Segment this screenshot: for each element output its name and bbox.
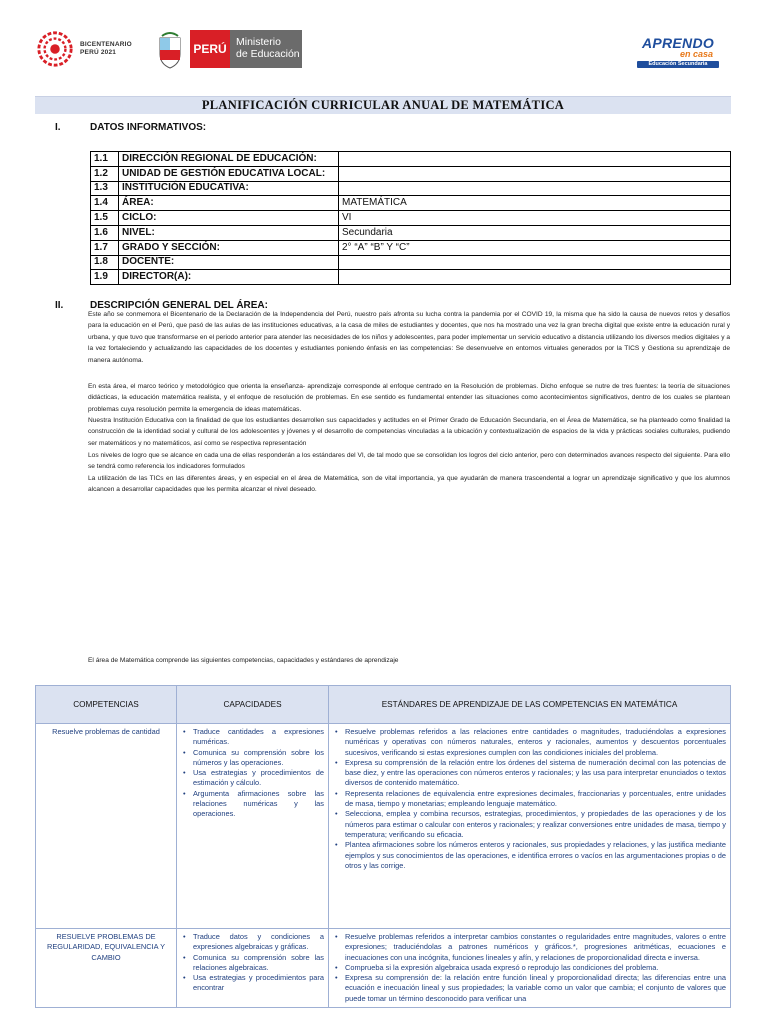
ministerio-line1: Ministerio xyxy=(236,36,281,48)
datos-label: ÁREA: xyxy=(119,196,339,211)
section-number: I. xyxy=(55,122,61,133)
description-paragraph: Este año se conmemora el Bicentenario de la Declaración de la Independencia del Perú, nuestro país afronta su lucha contra la pandemia por el COVID 19, la misma que ha sido la causa de nuevos retos y desafíos para la educación en el Perú, que pasó de las aulas de las instituciones educativas, a la casa de miles de estudiantes y docentes, que nos ha mostrado una vez la gran brecha digital que existe entre la educación rural y urbana, y que tuvo que transformarse en el periodo anterior para atender las necesidades de los niños y adolescentes, para poder implementar un servicio educativo a distancia utilizando los diversos medios digitales y a la vez fortaleciendo y actualizando las capacidades de los docentes y estudiantes poniendo énfasis en las competencias: Se desenvuelve en entornos virtuales generados por la TICS y Gestiona su aprendizaje de manera autónoma. xyxy=(88,311,730,364)
datos-row xyxy=(91,196,731,211)
aprendo-line1: APRENDO xyxy=(641,35,715,51)
table-header-row xyxy=(36,686,731,724)
datos-number: 1.9 xyxy=(91,270,119,285)
datos-row xyxy=(91,240,731,255)
aprendo-line3: Educación Secundaria xyxy=(637,61,719,68)
datos-row xyxy=(91,255,731,270)
capacidad-item: • Comunica su comprensión sobre las relaciones algebraicas. xyxy=(181,953,324,974)
datos-value xyxy=(339,270,731,285)
bicentenario-emblem-icon xyxy=(36,30,74,68)
section-datos-heading xyxy=(55,122,206,133)
estandares-cell xyxy=(329,929,731,1008)
datos-row xyxy=(91,270,731,285)
datos-value xyxy=(339,152,731,167)
bicentenario-logo xyxy=(36,30,132,68)
estandar-item: • Resuelve problemas referidos a interpretar cambios constantes o regularidades entre magnitudes, valores o entre expresiones; traduciéndolas a patrones numéricos y gráficos.*, progresiones aritméticas, ecuaciones e inecuaciones con una incógnita, funciones lineales y afín, y relaciones de proporcionalidad directa e inversa. xyxy=(333,932,726,963)
section-title: DATOS INFORMATIVOS: xyxy=(90,122,207,133)
datos-number: 1.7 xyxy=(91,240,119,255)
aprendo-en-casa-logo xyxy=(637,36,719,72)
bullet-list xyxy=(333,727,726,871)
capacidad-item: • Comunica su comprensión sobre los números y las operaciones. xyxy=(181,748,324,769)
datos-label: DIRECTOR(A): xyxy=(119,270,339,285)
datos-row xyxy=(91,225,731,240)
datos-label: DIRECCIÓN REGIONAL DE EDUCACIÓN: xyxy=(119,152,339,167)
datos-row xyxy=(91,166,731,181)
datos-number: 1.6 xyxy=(91,225,119,240)
bicentenario-line2: PERÚ 2021 xyxy=(80,49,117,56)
capacidad-item: • Argumenta afirmaciones sobre las relaciones numéricas y las operaciones. xyxy=(181,789,324,820)
datos-value xyxy=(339,255,731,270)
capacidades-cell xyxy=(177,724,329,929)
bicentenario-line1: BICENTENARIO xyxy=(80,41,132,48)
datos-label: UNIDAD DE GESTIÓN EDUCATIVA LOCAL: xyxy=(119,166,339,181)
capacidad-item: • Traduce datos y condiciones a expresiones algebraicas y gráficas. xyxy=(181,932,324,953)
competencias-table xyxy=(35,685,731,1008)
bullet-list xyxy=(181,727,324,820)
datos-label: INSTITUCIÓN EDUCATIVA: xyxy=(119,181,339,196)
datos-number: 1.2 xyxy=(91,166,119,181)
column-header: ESTÁNDARES DE APRENDIZAJE DE LAS COMPETENCIAS EN MATEMÁTICA xyxy=(329,686,731,724)
datos-value xyxy=(339,181,731,196)
capacidades-cell xyxy=(177,929,329,1008)
estandares-cell xyxy=(329,724,731,929)
datos-row xyxy=(91,181,731,196)
datos-number: 1.8 xyxy=(91,255,119,270)
bullet-list xyxy=(181,932,324,994)
estandar-item: • Representa relaciones de equivalencia entre expresiones decimales, fraccionarias y porcentuales, entre unidades de masa, tiempo y monetarias; empleando lenguaje matemático. xyxy=(333,789,726,810)
competencia-cell: Resuelve problemas de cantidad xyxy=(36,724,177,929)
datos-number: 1.1 xyxy=(91,152,119,167)
datos-row xyxy=(91,211,731,226)
description-paragraph: En esta área, el marco teórico y metodológico que orienta la enseñanza- aprendizaje corresponde al enfoque centrado en la Resolución de problemas. Dicho enfoque se nutre de tres fuentes: la teoría de situaciones didácticas, la educación matemática realista, y el enfoque de resolución de problemas. En ese sentido es fundamental entender las situaciones como acontecimientos significativos, dentro de los cuales se plantean problemas cuya resolución permite la emergencia de ideas matemáticas. xyxy=(88,383,730,413)
competencias-intro: El área de Matemática comprende las siguientes competencias, capacidades y estándares de aprendizaje xyxy=(88,657,399,664)
description-paragraph: Los niveles de logro que se alcance en cada una de ellas responderán a los estándares del VI, de tal modo que se consolidan los logros del ciclo anterior, pero con determinados avances respecto del siguiente. Para ello se tendrá como referencia los indicadores formulados xyxy=(88,452,730,471)
aprendo-line2: en casa xyxy=(679,49,713,59)
section-number: II. xyxy=(55,300,64,311)
description-paragraph: La utilización de las TICs en las diferentes áreas, y en especial en el área de Matemática, son de vital importancia, ya que ayudarán de manera trascendental a lograr un aprendizaje significativo y que los alumnos alcancen a desarrollar capacidades que les permita alcanzar el nivel deseado. xyxy=(88,475,730,494)
capacidad-item: • Traduce cantidades a expresiones numéricas. xyxy=(181,727,324,748)
datos-value: 2° “A” “B” Y “C” xyxy=(339,240,731,255)
datos-label: NIVEL: xyxy=(119,225,339,240)
ministerio-line2: de Educación xyxy=(236,48,300,60)
peru-coat-of-arms-icon xyxy=(156,30,184,70)
datos-informativos-table xyxy=(90,151,731,285)
table-row xyxy=(36,929,731,1008)
estandar-item: • Plantea afirmaciones sobre los números enteros y racionales, sus propiedades y relaciones, y las justifica mediante ejemplos y sus conocimientos de las operaciones, e identifica errores o vacíos en las argumentaciones propias o de otros y las corrige. xyxy=(333,840,726,871)
datos-label: DOCENTE: xyxy=(119,255,339,270)
estandar-item: • Comprueba si la expresión algebraica usada expresó o reprodujo las condiciones del problema. xyxy=(333,963,726,973)
section-title: DESCRIPCIÓN GENERAL DEL ÁREA: xyxy=(90,300,268,311)
table-row xyxy=(36,724,731,929)
datos-number: 1.3 xyxy=(91,181,119,196)
datos-number: 1.5 xyxy=(91,211,119,226)
estandar-item: • Selecciona, emplea y combina recursos, estrategias, procedimientos, y propiedades de las operaciones y de los números para estimar o calcular con enteros y racionales; y realizar conversiones entre unidades de masa, tiempo y temperatura; verificando su eficacia. xyxy=(333,809,726,840)
estandar-item: • Expresa su comprensión de la relación entre los órdenes del sistema de numeración decimal con las potencias de base diez, y entre las operaciones con números enteros y racionales; y las usa para interpretar enunciados o textos diversos de contenido matemático. xyxy=(333,758,726,789)
datos-value: MATEMÁTICA xyxy=(339,196,731,211)
column-header: COMPETENCIAS xyxy=(36,686,177,724)
estandar-item: • Resuelve problemas referidos a las relaciones entre cantidades o magnitudes, traduciéndolas a expresiones numéricas y operativas con números naturales, enteros y racionales, aumentos y descuentos porcentuales sucesivos, verificando si estas expresiones cumplen con las condiciones iniciales del problema. xyxy=(333,727,726,758)
capacidad-item: • Usa estrategias y procedimientos para encontrar xyxy=(181,973,324,994)
datos-value: VI xyxy=(339,211,731,226)
capacidad-item: • Usa estrategias y procedimientos de estimación y cálculo. xyxy=(181,768,324,789)
datos-number: 1.4 xyxy=(91,196,119,211)
column-header: CAPACIDADES xyxy=(177,686,329,724)
datos-value: Secundaria xyxy=(339,225,731,240)
ministerio-logo xyxy=(230,30,302,68)
datos-label: GRADO Y SECCIÓN: xyxy=(119,240,339,255)
datos-row xyxy=(91,152,731,167)
datos-value xyxy=(339,166,731,181)
page-title: PLANIFICACIÓN CURRICULAR ANUAL DE MATEMÁTICA xyxy=(35,96,731,114)
bullet-list xyxy=(333,932,726,1004)
estandar-item: • Expresa su comprensión de: la relación entre función lineal y proporcionalidad directa; las diferencias entre una ecuación e inecuación lineal y sus propiedades; la variable como un valor que cambia; el conjunto de valores que puede tomar un término desconocido para verificar una xyxy=(333,973,726,1004)
description-paragraph: Nuestra Institución Educativa con la finalidad de que los estudiantes desarrollen sus capacidades y actitudes en el Primer Grado de Educación Secundaria, en el Área de Matemática, se ha planteado como finalidad la construcción de la identidad social y cultural de los adolescentes y jóvenes y el desarrollo de competencias vinculadas a la ubicación y contextualización de espacios de la vida y prácticas sociales culturales, pudiendo ser matemáticos y no matemáticos, así como se respectiva representación xyxy=(88,417,730,447)
datos-label: CICLO: xyxy=(119,211,339,226)
peru-logo: PERÚ xyxy=(190,30,230,68)
competencia-cell: RESUELVE PROBLEMAS DE REGULARIDAD, EQUIVALENCIA Y CAMBIO xyxy=(36,929,177,1008)
page-header xyxy=(0,26,768,78)
